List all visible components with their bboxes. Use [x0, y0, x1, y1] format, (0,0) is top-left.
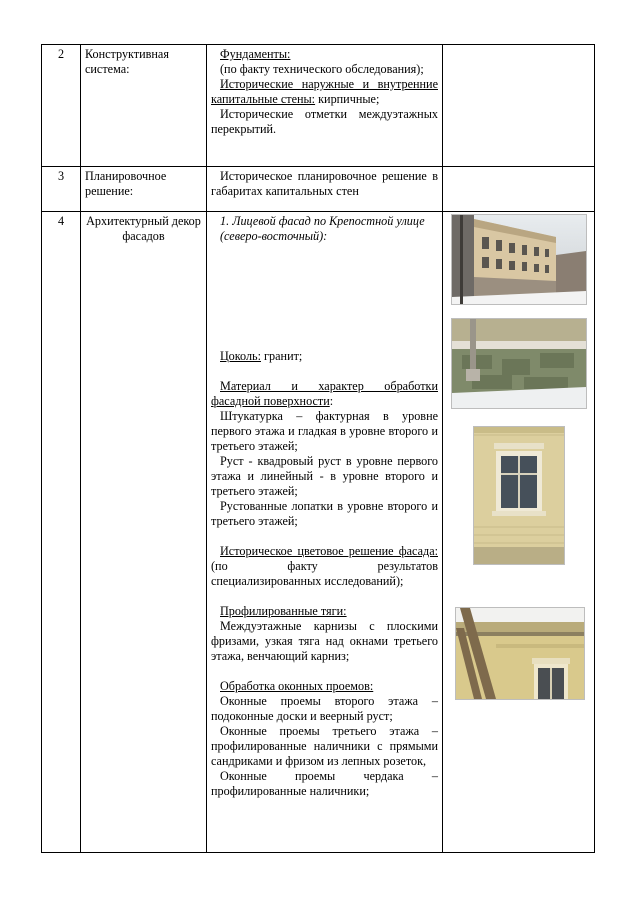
- table-row: [42, 212, 595, 853]
- color-value: (по факту результатов специализированных исследований);: [211, 559, 438, 588]
- empty-cell: [443, 45, 595, 167]
- layout-text: Историческое планировочное решение в габаритах капитальных стен: [211, 169, 438, 198]
- table-row: [42, 167, 595, 212]
- empty-cell: [443, 167, 595, 212]
- table-row: [42, 45, 595, 167]
- row-content: [207, 212, 443, 853]
- walls-value: кирпичные;: [315, 92, 380, 106]
- document-table: [41, 44, 595, 853]
- row-content: [207, 45, 443, 167]
- plinth-value: гранит;: [261, 349, 303, 363]
- cornice-text: Междуэтажные карнизы с плоскими фризами, узкая тяга над окнами третьего этажа, венчающий карниз;: [211, 619, 438, 663]
- windows-item: Оконные проемы третьего этажа – профилированные наличники с прямыми сандриками и фризом из лепных розеток,: [211, 724, 438, 768]
- facade-photo: [451, 214, 587, 305]
- row-content: [207, 167, 443, 212]
- material-item: Штукатурка – фактурная в уровне первого этажа и гладкая в уровне второго и третьего этажей;: [211, 409, 438, 453]
- material-colon: :: [329, 394, 334, 408]
- row-number: 4: [42, 212, 81, 853]
- floors-text: Исторические отметки междуэтажных перекрытий.: [211, 107, 438, 136]
- row-label: Архитектурный декор фасадов: [81, 212, 207, 853]
- facade-heading-sub: (северо-восточный):: [220, 229, 328, 243]
- material-item: Рустованные лопатки в уровне второго и третьего этажей;: [211, 499, 438, 528]
- cornice-photo: [455, 607, 585, 700]
- foundation-value: (по факту технического обследования);: [220, 62, 424, 76]
- material-item: Руст - квадровый руст в уровне первого этажа и линейный - в уровне второго и третьего этажей;: [211, 454, 438, 498]
- material-label: Материал и характер обработки фасадной поверхности: [211, 379, 438, 408]
- plinth-photo: [451, 318, 587, 409]
- row-number: 3: [42, 167, 81, 212]
- color-label: Историческое цветовое решение фасада:: [220, 544, 438, 558]
- row-label: Планировочное решение:: [81, 167, 207, 212]
- windows-item: Оконные проемы второго этажа – подоконные доски и веерный руст;: [211, 694, 438, 723]
- row-number: 2: [42, 45, 81, 167]
- walls-label: Исторические наружные и внутренние капитальные стены:: [211, 77, 438, 106]
- row-label: Конструктивная система:: [81, 45, 207, 167]
- foundation-label: Фундаменты:: [220, 47, 291, 61]
- cornice-label: Профилированные тяги:: [220, 604, 347, 618]
- photo-column: [443, 212, 595, 853]
- windows-item: Оконные проемы чердака – профилированные наличники;: [211, 769, 438, 798]
- plinth-label: Цоколь:: [220, 349, 261, 363]
- window-photo: [473, 426, 565, 565]
- facade-heading: 1. Лицевой фасад по Крепостной улице: [220, 214, 425, 228]
- windows-label: Обработка оконных проемов:: [220, 679, 374, 693]
